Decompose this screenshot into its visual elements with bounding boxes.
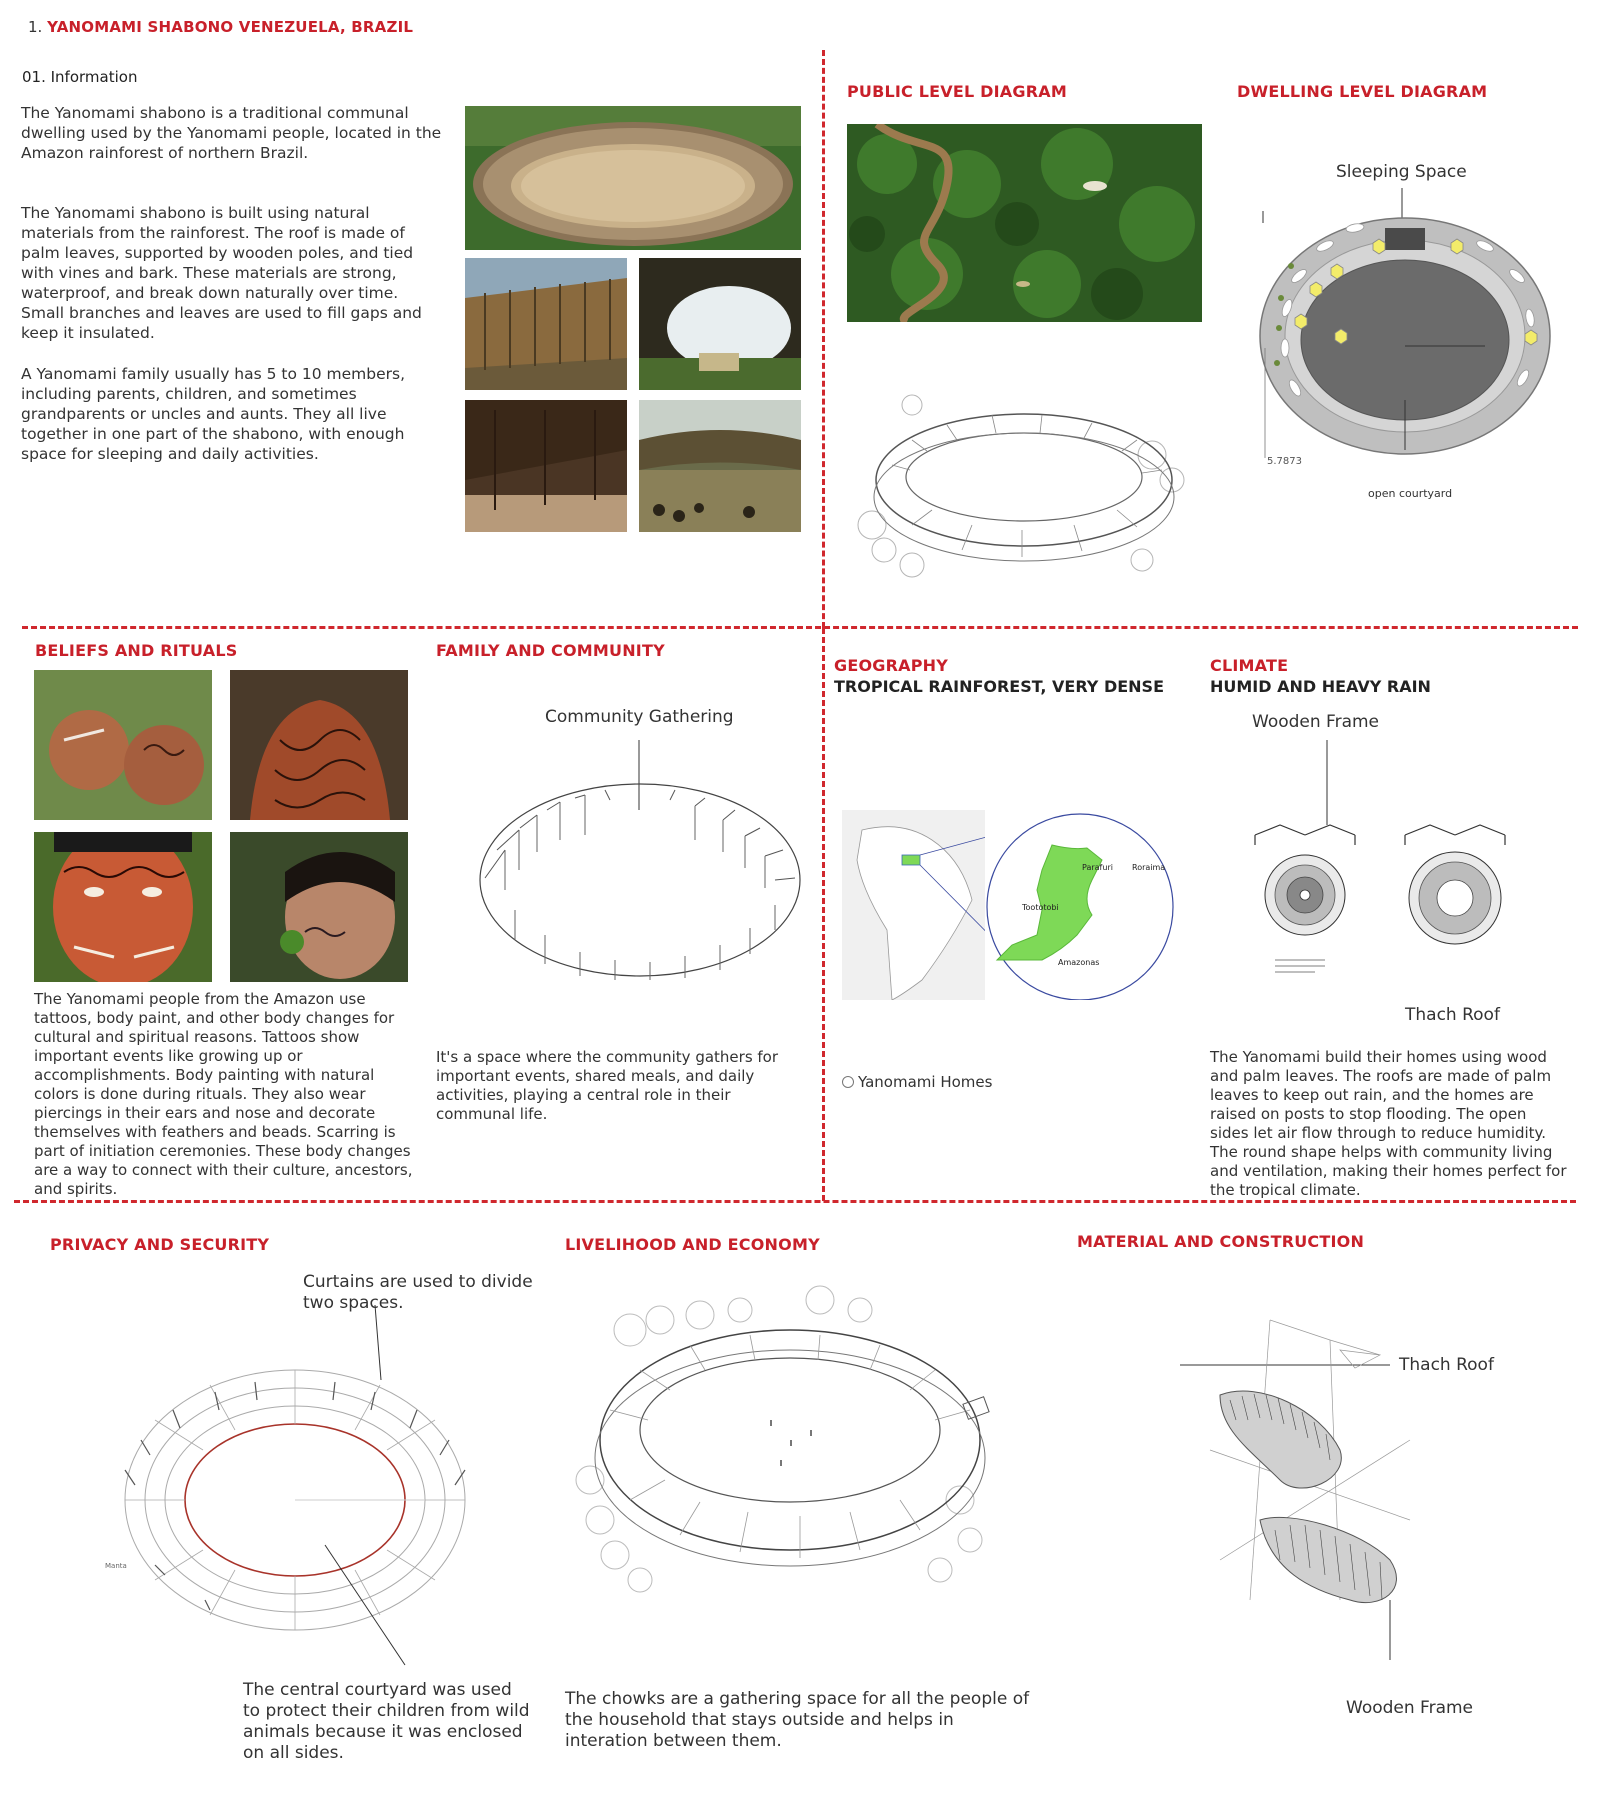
photo-back-tattoo <box>230 670 408 820</box>
privacy-text: The central courtyard was used to protect their children from wild animals because it was enclosed on all sides. <box>243 1680 530 1763</box>
dwelling-label-courtyard: open courtyard <box>1368 487 1453 500</box>
photo-shabono-gathering <box>639 400 801 532</box>
privacy-title: PRIVACY AND SECURITY <box>50 1235 270 1254</box>
divider-vertical-top <box>822 50 825 628</box>
livelihood-text: The chowks are a gathering space for all the people of the household that stays outside and helps in interation between them. <box>565 1689 1030 1751</box>
divider-horizontal-2 <box>14 1200 1576 1203</box>
dwelling-level-title: DWELLING LEVEL DIAGRAM <box>1237 82 1488 101</box>
dwelling-level-diagram <box>1255 188 1555 478</box>
legend-label: Yanomami Homes <box>858 1073 993 1091</box>
info-paragraph-1: The Yanomami shabono is a traditional communal dwelling used by the Yanomami people, located in the Amazon rainforest of northern Brazil. <box>21 104 442 162</box>
climate-title: CLIMATE <box>1210 656 1289 675</box>
family-label-gathering: Community Gathering <box>545 707 734 727</box>
info-paragraph-3: A Yanomami family usually has 5 to 10 members, including parents, children, and sometimes grandparents or uncles and aunts. They all live together in one part of the shabono, with enough space for sleeping and daily activities. <box>21 365 406 463</box>
material-title: MATERIAL AND CONSTRUCTION <box>1077 1232 1365 1251</box>
photo-shabono-aerial <box>465 106 801 250</box>
divider-vertical-middle <box>822 628 825 1201</box>
geography-subtitle: TROPICAL RAINFOREST, VERY DENSE <box>834 677 1165 696</box>
divider-horizontal-1 <box>22 626 1578 629</box>
dwelling-label-sleeping: Sleeping Space <box>1336 162 1467 182</box>
climate-label-frame: Wooden Frame <box>1252 712 1380 732</box>
geography-title: GEOGRAPHY <box>834 656 949 675</box>
livelihood-sketch <box>570 1280 1010 1620</box>
dwelling-dimension: 5.7873 <box>1267 456 1302 467</box>
climate-label-roof: Thach Roof <box>1405 1005 1500 1025</box>
material-label-frame: Wooden Frame <box>1346 1698 1474 1718</box>
geography-legend <box>842 1073 992 1091</box>
map-label-parafuri: Parafuri <box>1082 863 1113 872</box>
beliefs-title: BELIEFS AND RITUALS <box>35 641 238 660</box>
info-heading: 01. Information <box>22 68 138 86</box>
photo-shabono-frame <box>465 258 627 390</box>
public-level-sketch <box>852 385 1197 580</box>
family-text: It's a space where the community gathers for important events, shared meals, and daily activities, playing a central role in their communal life. <box>436 1048 779 1123</box>
page-title <box>28 18 413 36</box>
climate-diagram <box>1245 740 1535 1005</box>
material-exploded-diagram <box>1180 1300 1450 1660</box>
legend-circle-icon <box>842 1076 854 1088</box>
photo-face-smiling <box>230 832 408 982</box>
photo-face-painting <box>34 670 212 820</box>
livelihood-title: LIVELIHOOD AND ECONOMY <box>565 1235 820 1254</box>
photo-shabono-interior <box>639 258 801 390</box>
beliefs-text: The Yanomami people from the Amazon use tattoos, body paint, and other body changes for cultural and spiritual reasons. Tattoos show important events like growing up or accomplishments. Body painting with natural colors is done during rituals. They also wear piercings in their ears and nose and decorate themselves with feathers and beads. Scarring is part of initiation ceremonies. These body changes are a way to connect with their culture, ancestors, and spirits. <box>34 990 413 1198</box>
photo-rainforest-aerial <box>847 124 1202 322</box>
info-paragraph-2: The Yanomami shabono is built using natural materials from the rainforest. The roof is made of palm leaves, supported by wooden poles, and tied with vines and bark. These materials are strong, waterproof, and break down naturally over time. Small branches and leaves are used to fill gaps and keep it insulated. <box>21 204 422 342</box>
map-label-roraima: Roraima <box>1132 863 1166 872</box>
privacy-plan-diagram <box>95 1300 485 1680</box>
map-label-amazonas: Amazonas <box>1058 958 1100 967</box>
page-title-text: YANOMAMI SHABONO VENEZUELA, BRAZIL <box>47 18 414 36</box>
photo-shabono-inside-roof <box>465 400 627 532</box>
map-label-toototobi: Toototobi <box>1022 903 1059 912</box>
public-level-title: PUBLIC LEVEL DIAGRAM <box>847 82 1067 101</box>
family-community-diagram <box>475 740 805 980</box>
page-title-number: 1. <box>28 18 43 36</box>
climate-text: The Yanomami build their homes using wood and palm leaves. The roofs are made of palm leaves to keep out rain, and the homes are raised on posts to stop flooding. The open sides let air flow through to reduce humidity. The round shape helps with community living and ventilation, making their homes perfect for the tropical climate. <box>1210 1048 1567 1199</box>
svg-text:Manta: Manta <box>105 1562 127 1570</box>
climate-subtitle: HUMID AND HEAVY RAIN <box>1210 677 1431 696</box>
family-title: FAMILY AND COMMUNITY <box>436 641 665 660</box>
geography-map <box>842 810 1174 1000</box>
privacy-label-curtains: Curtains are used to divide two spaces. <box>303 1272 533 1313</box>
photo-face-red-paint <box>34 832 212 982</box>
material-label-roof: Thach Roof <box>1399 1355 1494 1375</box>
